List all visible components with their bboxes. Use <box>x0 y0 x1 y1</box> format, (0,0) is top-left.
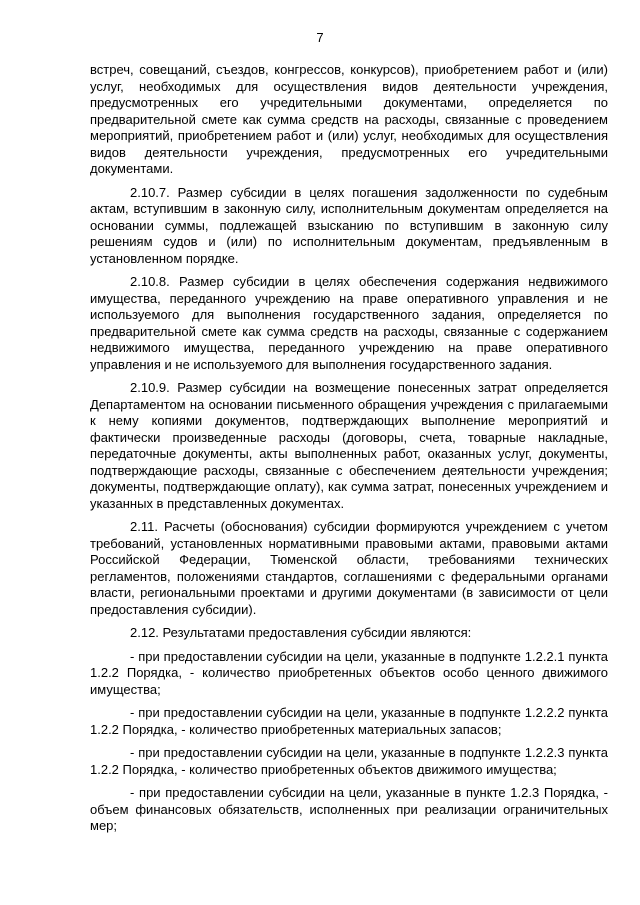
list-item-result-2: - при предоставлении субсидии на цели, указанные в подпункте 1.2.2.2 пункта 1.2.2 Порядка, - количество приобретенных материальных запасов; <box>90 705 608 737</box>
page-number: 7 <box>316 30 324 45</box>
paragraph-2-11: 2.11. Расчеты (обоснования) субсидии формируются учреждением с учетом требований, установленных нормативными правовыми актами, правовыми актами Российской Федерации, Тюменской области, требованиями технических регламентов, положениями стандартов, соглашениями с федеральными органами власти, региональными проектами и другими документами (в зависимости от цели предоставления субсидии). <box>90 519 608 617</box>
paragraph-2-10-9: 2.10.9. Размер субсидии на возмещение понесенных затрат определяется Департаментом на основании письменного обращения учреждения с прилагаемыми к нему копиями документов, подтверждающих выполнение мероприятий и фактически произведенные расходы (договоры, счета, товарные накладные, передаточные документы, акты выполненных работ, оказанных услуг, документы, подтверждающие расходы, связанные с обеспечением деятельности учреждения; документы, подтверждающие оплату), как сумма затрат, понесенных учреждением и указанных в представленных документах. <box>90 380 608 511</box>
paragraph-2-12: 2.12. Результатами предоставления субсидии являются: <box>130 625 472 640</box>
paragraph-2-10-7: 2.10.7. Размер субсидии в целях погашения задолженности по судебным актам, вступившим в законную силу, исполнительным документам определяется на основании суммы, подлежащей взысканию по вступившим в законную силу решениям судов и (или) по исполнительным документам, предъявленным в установленном порядке. <box>90 184 608 266</box>
list-item-result-1: - при предоставлении субсидии на цели, указанные в подпункте 1.2.2.1 пункта 1.2.2 Порядка, - количество приобретенных объектов особо ценного движимого имущества; <box>90 648 608 697</box>
document-body <box>90 62 608 842</box>
paragraph-2-10-8: 2.10.8. Размер субсидии в целях обеспечения содержания недвижимого имущества, переданного учреждению на праве оперативного управления и не используемого для выполнения государственного задания, определяется по предварительной смете как сумма средств на расходы, связанные с содержанием недвижимого имущества, переданного учреждению на праве оперативного управления и не используемого для выполнения государственного задания. <box>90 274 608 372</box>
list-item-result-3: - при предоставлении субсидии на цели, указанные в подпункте 1.2.2.3 пункта 1.2.2 Порядка, - количество приобретенных объектов движимого имущества; <box>90 745 608 777</box>
list-item-result-4: - при предоставлении субсидии на цели, указанные в пункте 1.2.3 Порядка, - объем финансовых обязательств, исполненных при реализации ограничительных мер; <box>90 785 608 833</box>
paragraph-continuation: встреч, совещаний, съездов, конгрессов, конкурсов), приобретением работ и (или) услуг, необходимых для осуществления видов деятельности учреждения, предусмотренных его учредительными документами, определяется по предварительной смете как сумма средств на расходы, связанные с проведением мероприятий, приобретением работ и (или) услуг, необходимых для осуществления видов деятельности учреждения, предусмотренных его учредительными документами. <box>90 62 608 176</box>
